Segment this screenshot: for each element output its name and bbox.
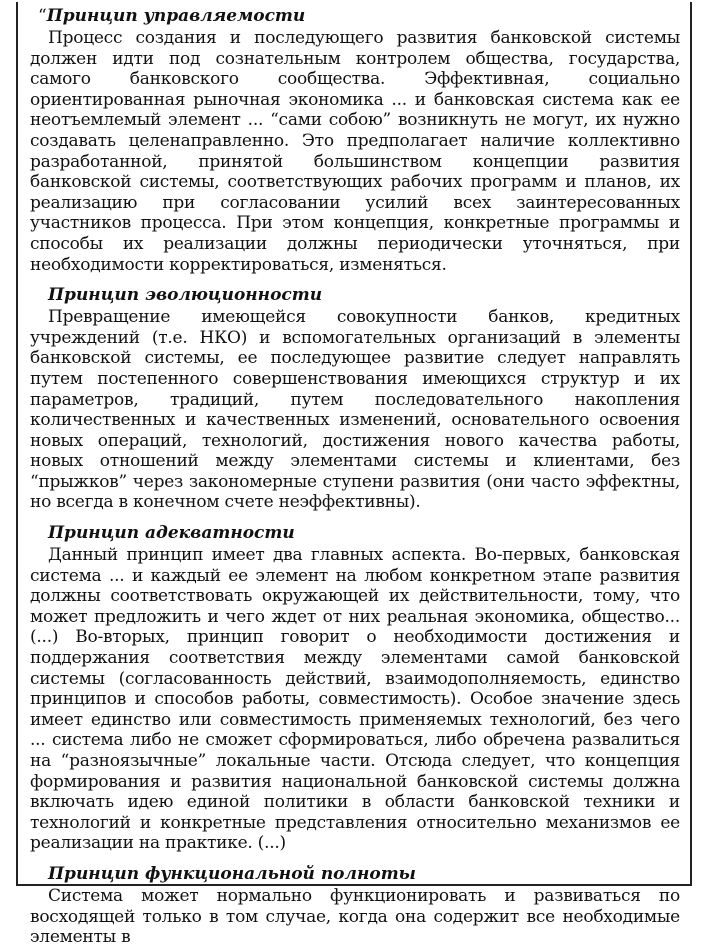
section-paragraph: Данный принцип имеет два главных аспекта. Во-первых, банковская система ... и каждый ее элемент на любом конкретном этапе развития должны соответствовать окружающей их действительности, тому, что может предложить и чего ждет от них реальная экономика, общество... (...) Во-вторых, принцип говорит о необходимости достижения и поддержания соответствия между элементами самой банковской системы (согласованность действий, взаимодополняемость, единство принципов и способов работы, совместимость). Особое значение здесь имеет единство или совместимость применяемых технологий, без чего ... система либо не сможет сформироваться, либо обречена развалиться на “разноязычные” локальные части. Отсюда следует, что концепция формирования и развития национальной банковской системы должна включать идею единой политики в области банковской техники и технологий и конкретные представления относительно механизмов ее реализации на практике. (...) (30, 545, 680, 854)
section-paragraph: Превращение имеющейся совокупности банков, кредитных учреждений (т.е. НКО) и вспомогательных организаций в элементы банковской системы, ее последующее развитие следует направлять путем постепенного совершенствования имеющихся структур и их параметров, традиций, путем последовательного накопления количественных и качественных изменений, основательного освоения новых операций, технологий, достижения нового качества работы, новых отношений между элементами системы и клиентами, без “прыжков” через закономерные ступени развития (они часто эффектны, но всегда в конечном счете неэффективны). (30, 307, 680, 513)
section-paragraph: Процесс создания и последующего развития банковской системы должен идти под сознательным контролем общества, государства, самого банковского сообщества. Эффективная, социально ориентированная рыночная экономика ... и банковская система как ее неотъемлемый элемент ... “сами собою” возникнуть не могут, их нужно создавать целенаправленно. Это предполагает наличие коллективно разработанной, принятой большинством концепции развития банковской системы, соответствующих рабочих программ и планов, их реализацию при согласовании усилий всех заинтересованных участников процесса. При этом концепция, конкретные программы и способы их реализации должны периодически уточняться, при необходимости корректироваться, изменяться. (30, 28, 680, 275)
section-functional-completeness (30, 864, 680, 948)
section-heading (38, 6, 680, 27)
heading-text: Принцип управляемости (46, 6, 306, 26)
opening-quote: “ (38, 6, 47, 26)
section-manageability (30, 6, 680, 275)
section-evolution (30, 285, 680, 513)
section-heading: Принцип эволюционности (48, 285, 323, 306)
section-adequacy (30, 523, 680, 854)
document-page (16, 2, 692, 948)
section-heading: Принцип адекватности (48, 523, 295, 544)
section-heading: Принцип функциональной полноты (48, 863, 416, 884)
section-paragraph: Система может нормально функционировать и развиваться по восходящей только в том случае, когда она содержит все необходимые элементы в (30, 885, 680, 948)
